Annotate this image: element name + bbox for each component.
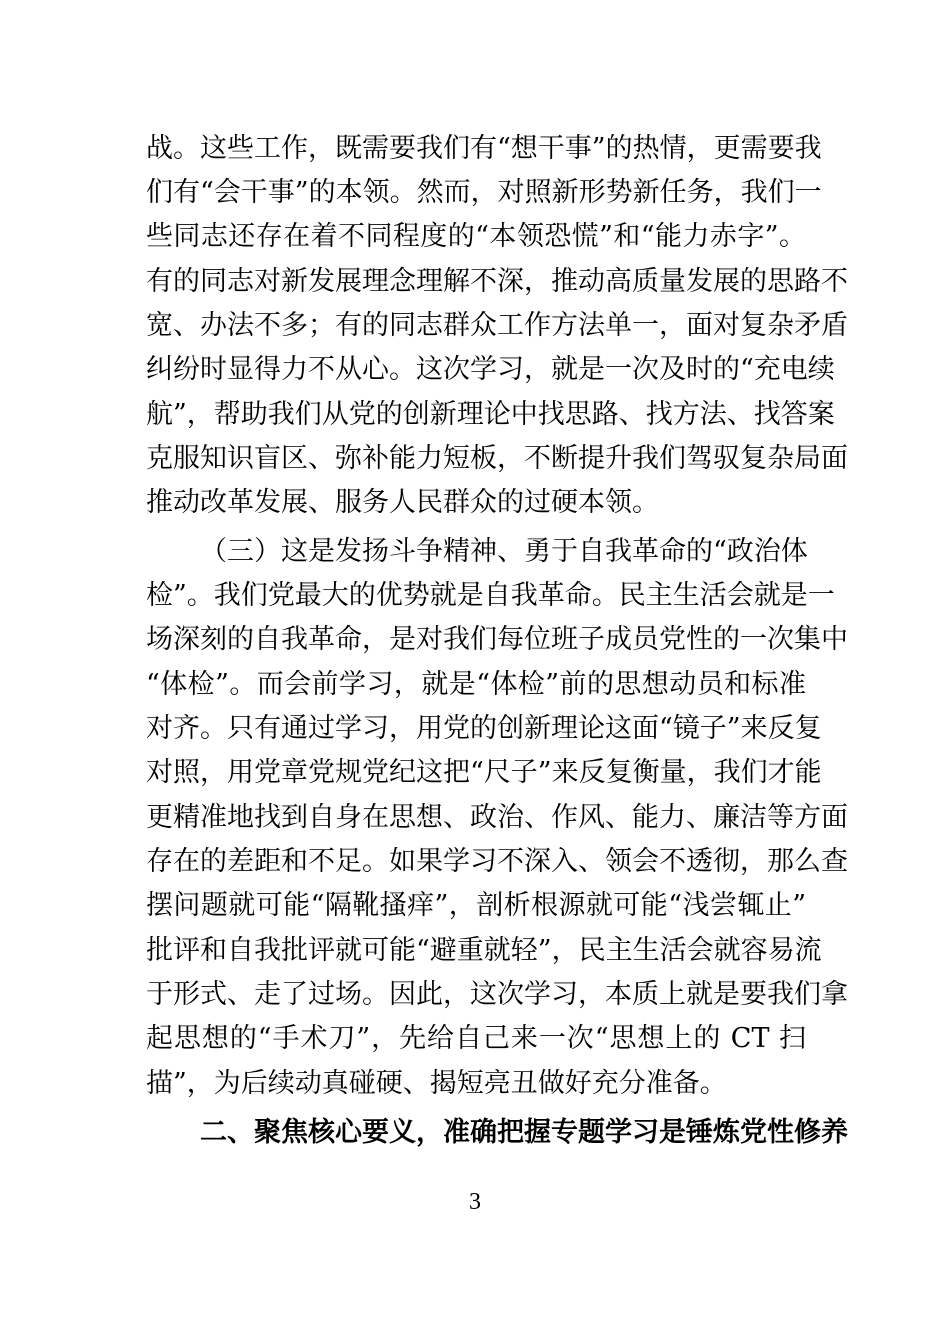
body-line: “体检”。而会前学习，就是“体检”前的思想动员和标准 bbox=[146, 669, 806, 700]
body-line: 些同志还存在着不同程度的“本领恐慌”和“能力赤字”。 bbox=[146, 221, 806, 252]
body-line: 推动改革发展、服务人民群众的过硬本领。 bbox=[146, 487, 659, 518]
body-line: 更精准地找到自身在思想、政治、作风、能力、廉洁等方面 bbox=[146, 802, 848, 833]
body-line: 检”。我们党最大的优势就是自我革命。民主生活会就是一 bbox=[146, 580, 835, 611]
chapter-heading: 二、聚焦核心要义，准确把握专题学习是锤炼党性修养 bbox=[200, 1117, 848, 1148]
body-line: 描”，为后续动真碰硬、揭短亮丑做好充分准备。 bbox=[146, 1068, 727, 1099]
body-line: 战。这些工作，既需要我们有“想干事”的热情，更需要我 bbox=[146, 133, 822, 164]
body-line: 有的同志对新发展理念理解不深，推动高质量发展的思路不 bbox=[146, 266, 848, 297]
body-line: 宽、办法不多；有的同志群众工作方法单一，面对复杂矛盾 bbox=[146, 310, 848, 341]
body-line: 对齐。只有通过学习，用党的创新理论这面“镜子”来反复 bbox=[146, 713, 822, 744]
body-line: 纠纷时显得力不从心。这次学习，就是一次及时的“充电续 bbox=[146, 354, 835, 385]
body-line: 航”，帮助我们从党的创新理论中找思路、找方法、找答案 bbox=[146, 399, 835, 430]
body-line: 于形式、走了过场。因此，这次学习，本质上就是要我们拿 bbox=[146, 979, 848, 1010]
body-line: 摆问题就可能“隔靴搔痒”，剖析根源就可能“浅尝辄止” bbox=[146, 890, 806, 921]
section-heading-line: （三）这是发扬斗争精神、勇于自我革命的“政治体 bbox=[200, 536, 808, 567]
body-line: 对照，用党章党规党纪这把“尺子”来反复衡量，我们才能 bbox=[146, 757, 822, 788]
body-line: 起思想的“手术刀”，先给自己来一次“思想上的 CT 扫 bbox=[146, 1023, 806, 1054]
body-line: 批评和自我批评就可能“避重就轻”，民主生活会就容易流 bbox=[146, 935, 822, 966]
body-line: 场深刻的自我革命，是对我们每位班子成员党性的一次集中 bbox=[146, 624, 848, 655]
page-number: 3 bbox=[469, 1189, 481, 1215]
body-line: 存在的差距和不足。如果学习不深入、领会不透彻，那么查 bbox=[146, 846, 848, 877]
body-line: 克服知识盲区、弥补能力短板，不断提升我们驾驭复杂局面 bbox=[146, 443, 848, 474]
body-line: 们有“会干事”的本领。然而，对照新形势新任务，我们一 bbox=[146, 177, 822, 208]
